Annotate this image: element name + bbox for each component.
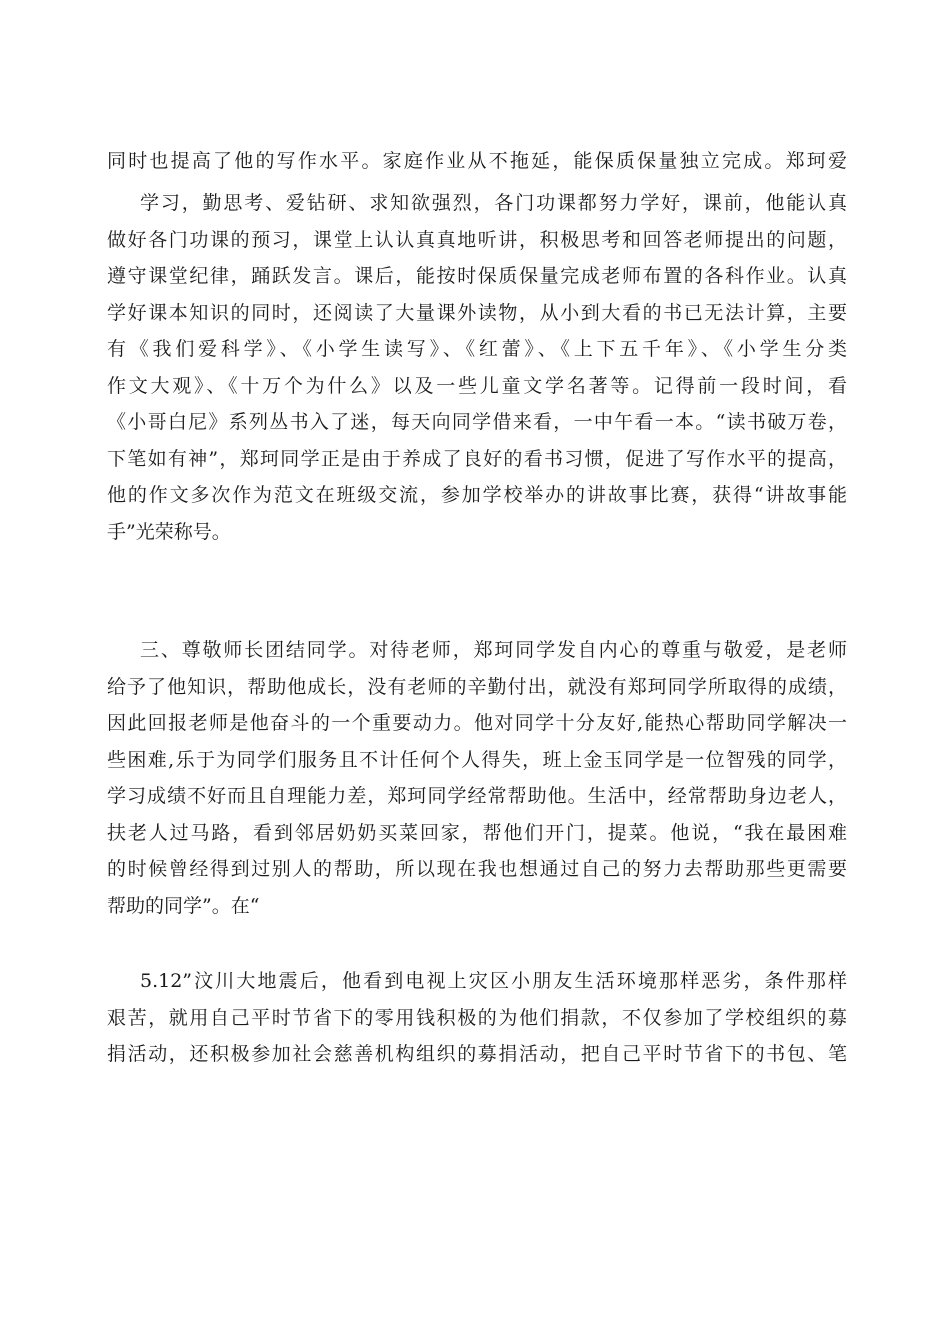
text-line: 给予了他知识，帮助他成长，没有老师的辛勤付出，就没有郑珂同学所取得的成绩， <box>107 675 847 698</box>
text-line: 做好各门功课的预习，课堂上认认真真地听讲，积极思考和回答老师提出的问题， <box>107 228 847 251</box>
text-line: 因此回报老师是他奋斗的一个重要动力。他对同学十分友好,能热心帮助同学解决一 <box>107 712 847 734</box>
text-line: 些困难,乐于为同学们服务且不计任何个人得失，班上金玉同学是一位智残的同学， <box>107 748 847 771</box>
text-line: 手”光荣称号。 <box>107 520 231 543</box>
text-line: 学好课本知识的同时，还阅读了大量课外读物，从小到大看的书已无法计算，主要 <box>107 301 847 324</box>
text-line: 5.12”汶川大地震后，他看到电视上灾区小朋友生活环境那样恶劣，条件那样 <box>140 970 847 992</box>
paragraph-earthquake <box>107 963 847 1073</box>
text-line: 三、尊敬师长团结同学。对待老师，郑珂同学发自内心的尊重与敬爱，是老师 <box>140 639 847 661</box>
text-line: 帮助的同学”。在“ <box>107 894 260 917</box>
text-line: 学习成绩不好而且自理能力差，郑珂同学经常帮助他。生活中，经常帮助身边老人， <box>107 785 847 807</box>
text-line: 学习，勤思考、爱钻研、求知欲强烈，各门功课都努力学好，课前，他能认真 <box>140 192 847 214</box>
text-line: 他的作文多次作为范文在班级交流，参加学校举办的讲故事比赛，获得“讲故事能 <box>107 484 847 506</box>
text-line: 的时候曾经得到过别人的帮助，所以现在我也想通过自己的努力去帮助那些更需要 <box>107 858 847 880</box>
text-line: 同时也提高了他的写作水平。家庭作业从不拖延，能保质保量独立完成。郑珂爱 <box>107 150 847 172</box>
text-line: 遵守课堂纪律，踊跃发言。课后，能按时保质保量完成老师布置的各科作业。认真 <box>107 265 847 287</box>
text-line: 扶老人过马路，看到邻居奶奶买菜回家，帮他们开门，提菜。他说，“我在最困难 <box>107 821 847 844</box>
text-line: 捐活动，还积极参加社会慈善机构组织的募捐活动，把自己平时节省下的书包、笔 <box>107 1043 847 1065</box>
text-line: 作文大观》、《十万个为什么》以及一些儿童文学名著等。记得前一段时间，看 <box>107 374 847 397</box>
paragraph-continuation <box>107 143 847 180</box>
paragraph-respect-teachers <box>107 632 847 924</box>
text-line: 下笔如有神”，郑珂同学正是由于养成了良好的看书习惯，促进了写作水平的提高， <box>107 447 847 470</box>
text-line: 艰苦，就用自己平时节省下的零用钱积极的为他们捐款，不仅参加了学校组织的募 <box>107 1006 847 1029</box>
text-line: 《小哥白尼》系列丛书入了迷，每天向同学借来看，一中午看一本。“读书破万卷， <box>107 411 847 433</box>
paragraph-study <box>107 185 847 550</box>
text-line: 有《我们爱科学》、《小学生读写》、《红蕾》、《上下五千年》、《小学生分类 <box>107 338 847 360</box>
